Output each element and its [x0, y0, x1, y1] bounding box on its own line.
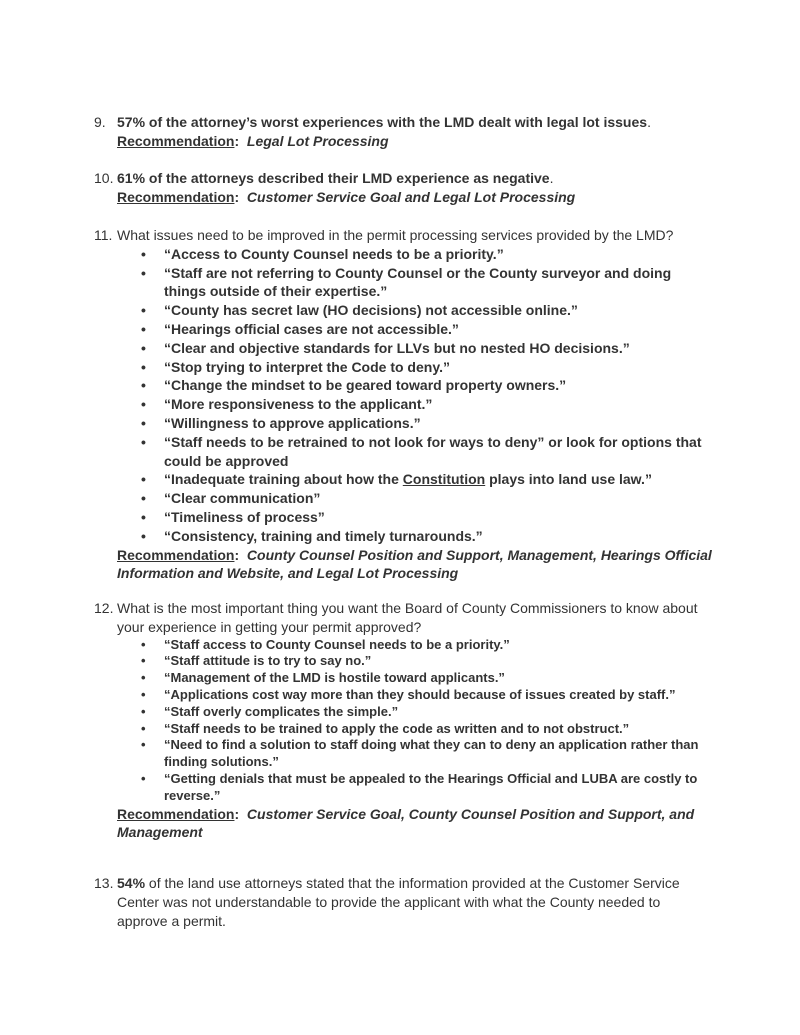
list-item: • “Clear communication”: [141, 490, 321, 507]
list-item: • “Willingness to approve applications.”: [141, 414, 421, 431]
recommendation-value: Customer Service Goal, County Counsel Position and Support, and Management: [117, 805, 695, 841]
list-item: • “Clear and objective standards for LLVs but no nested HO decisions.”: [141, 339, 630, 356]
list-item: • “Management of the LMD is hostile toward applicants.”: [141, 670, 505, 686]
list-item: • “Stop trying to interpret the Code to deny.”: [141, 358, 450, 375]
list-item: • “Hearings official cases are not accessible.”: [141, 320, 459, 337]
list-item-11: [94, 226, 714, 583]
list-item: • “Timeliness of process”: [141, 508, 325, 525]
response-list: [117, 637, 714, 805]
list-item-10: [94, 169, 714, 207]
finding-stat: 57% of the attorney’s worst experiences with the LMD dealt with legal lot issues: [117, 114, 648, 130]
list-item: • “Staff are not referring to County Counsel or the County surveyor and doing things outside of their expertise.”: [141, 264, 672, 300]
item-number: 13.: [94, 875, 114, 891]
item-number: 11.: [94, 227, 113, 243]
question-text: What issues need to be improved in the permit processing services provided by the LMD?: [117, 227, 674, 243]
list-item: • “Consistency, training and timely turnarounds.”: [141, 527, 483, 544]
constitution-link[interactable]: Constitution: [402, 471, 486, 488]
list-item: • “Need to find a solution to staff doing what they can to deny an application rather than finding solutions.”: [141, 737, 699, 770]
response-list: [117, 245, 714, 546]
item-number: 9.: [94, 114, 106, 130]
list-item-12: [94, 599, 714, 842]
finding-stat: 54%: [117, 875, 146, 891]
recommendation-label: Recommendation: [117, 132, 235, 149]
recommendation-value: County Counsel Position and Support, Management, Hearings Official Information and Website, and Legal Lot Processing: [117, 546, 712, 582]
list-item: • “Access to County Counsel needs to be a priority.”: [141, 245, 504, 262]
recommendation-line: Recommendation: Legal Lot Processing: [117, 132, 389, 149]
recommendation-line: Recommendation: County Counsel Position and Support, Management, Hearings Official Information and Website, and Legal Lot Processing: [117, 546, 712, 582]
list-item: • “Change the mindset to be geared toward property owners.”: [141, 377, 567, 394]
finding-stat: 61% of the attorneys described their LMD experience as negative: [117, 170, 550, 186]
recommendation-value: Customer Service Goal and Legal Lot Processing: [246, 188, 576, 205]
finding-line: 54% of the land use attorneys stated that the information provided at the Customer Service Center was not understandable to provide the applicant with what the County needed to approve a permit.: [117, 875, 680, 929]
list-item-9: [94, 113, 714, 151]
list-item: • “Staff needs to be trained to apply the code as written and to not obstruct.”: [141, 720, 630, 736]
list-item: • “Staff needs to be retrained to not look for ways to deny” or look for options that could be approved: [141, 433, 702, 469]
question-text: What is the most important thing you want the Board of County Commissioners to know about your experience in getting your permit approved?: [117, 600, 698, 635]
recommendation-label: Recommendation: [117, 546, 235, 563]
list-item: • “Staff overly complicates the simple.”: [141, 703, 399, 719]
finding-line: 57% of the attorney’s worst experiences with the LMD dealt with legal lot issues.: [117, 114, 651, 130]
list-item: • “Inadequate training about how the Constitution plays into land use law.”: [141, 471, 652, 488]
recommendation-line: Recommendation: Customer Service Goal and Legal Lot Processing: [117, 188, 576, 205]
list-item: • “Getting denials that must be appealed to the Hearings Official and LUBA are costly to reverse.”: [141, 770, 698, 803]
recommendation-label: Recommendation: [117, 188, 235, 205]
list-item: • “Staff access to County Counsel needs to be a priority.”: [141, 636, 510, 652]
recommendation-line: Recommendation: Customer Service Goal, County Counsel Position and Support, and Management: [117, 805, 695, 841]
recommendation-label: Recommendation: [117, 805, 235, 822]
list-item-13: [94, 874, 714, 930]
list-item: • “County has secret law (HO decisions) not accessible online.”: [141, 302, 578, 319]
finding-line: 61% of the attorneys described their LMD experience as negative.: [117, 170, 554, 186]
list-item: • “More responsiveness to the applicant.”: [141, 396, 433, 413]
list-item: • “Staff attitude is to try to say no.”: [141, 653, 372, 669]
recommendation-value: Legal Lot Processing: [246, 132, 389, 149]
item-number: 12.: [94, 600, 114, 616]
item-number: 10.: [94, 170, 114, 186]
list-item: • “Applications cost way more than they should because of issues created by staff.”: [141, 686, 676, 702]
